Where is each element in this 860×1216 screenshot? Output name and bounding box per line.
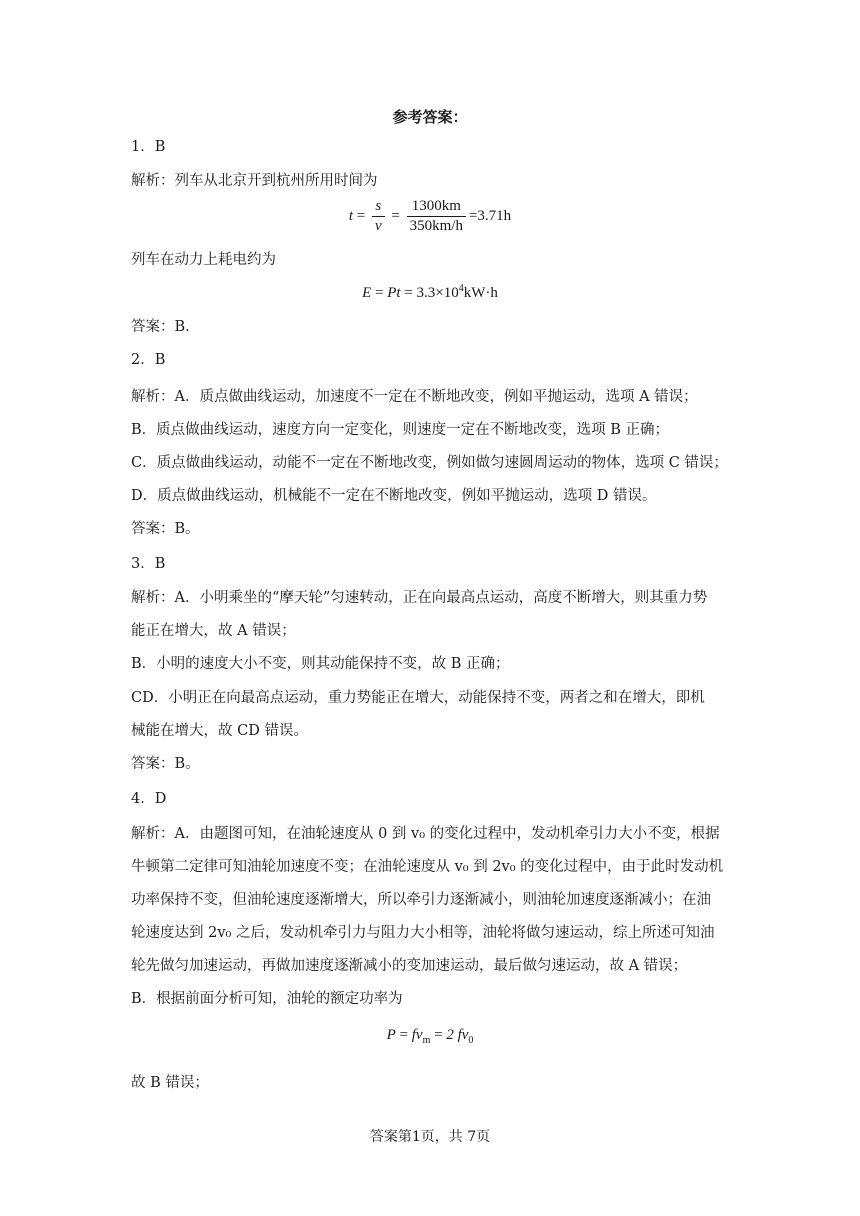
q4-option-a-line2: 牛顿第二定律可知油轮加速度不变；在油轮速度从 v₀ 到 2v₀ 的变化过程中，由于此时发动机 bbox=[131, 859, 724, 875]
q1-formula-energy: $E = Pt = 3.3\times 10^4kW\cdot h$ bbox=[362, 283, 498, 301]
q2-option-c: C．质点做曲线运动，动能不一定在不断地改变，例如做匀速圆周运动的物体，选项 C 错误； bbox=[131, 455, 728, 471]
q2-option-d: D．质点做曲线运动，机械能不一定在不断地改变，例如平抛运动，选项 D 错误。 bbox=[131, 488, 657, 504]
q3-number: 3．B bbox=[131, 556, 166, 572]
page-footer: 答案第1页，共 7页 bbox=[369, 1129, 491, 1145]
q4-option-b-line: B．根据前面分析可知，油轮的额定功率为 bbox=[131, 991, 403, 1007]
q4-option-b-end: 故 B 错误； bbox=[131, 1075, 209, 1091]
q3-option-cd-line1: CD．小明正在向最高点运动，重力势能正在增大，动能保持不变，两者之和在增大，即机 bbox=[131, 690, 705, 706]
fraction-distance-over-speed: $\frac{1300km}{350km/h}$ bbox=[407, 198, 466, 235]
q2-number: 2．B bbox=[131, 352, 166, 368]
q3-option-a-line1: 解析：A．小明乘坐的“摩天轮”匀速转动，正在向最高点运动，高度不断增大，则其重力势 bbox=[131, 590, 708, 606]
q1-answer: 答案：B． bbox=[131, 319, 200, 335]
fraction-s-over-v: $\frac{s}{v}$ bbox=[372, 198, 385, 235]
q2-option-a: 解析：A．质点做曲线运动，加速度不一定在不断地改变，例如平抛运动，选项 A 错误； bbox=[131, 389, 698, 405]
q3-option-a-line2: 能正在增大，故 A 错误； bbox=[131, 623, 296, 639]
q4-formula-power: $P = fv_m = 2$ $fv_0$ bbox=[386, 1027, 474, 1046]
q2-option-b: B．质点做曲线运动，速度方向一定变化，则速度一定在不断地改变，选项 B 正确； bbox=[131, 422, 670, 438]
q3-option-b: B．小明的速度大小不变，则其动能保持不变，故 B 正确； bbox=[131, 656, 510, 672]
q1-analysis-intro: 解析：列车从北京开到杭州所用时间为 bbox=[131, 173, 378, 189]
q3-answer: 答案：B。 bbox=[131, 756, 200, 772]
q4-option-a-line4: 轮速度达到 2v₀ 之后，发动机牵引力与阻力大小相等，油轮将做匀速运动，综上所述可知油 bbox=[131, 925, 715, 941]
q1-number: 1．B bbox=[131, 139, 166, 155]
page-title: 参考答案： bbox=[392, 108, 468, 126]
q1-text-energy: 列车在动力上耗电约为 bbox=[131, 252, 276, 268]
q4-number: 4．D bbox=[131, 791, 167, 807]
q3-option-cd-line2: 械能在增大，故 CD 错误。 bbox=[131, 723, 308, 739]
q4-option-a-line3: 功率保持不变，但油轮速度逐渐增大，所以牵引力逐渐减小，则油轮加速度逐渐减小；在油 bbox=[131, 892, 711, 908]
formula-var-t: t bbox=[348, 207, 353, 224]
q4-option-a-line1: 解析：A．由题图可知，在油轮速度从 0 到 v₀ 的变化过程中，发动机牵引力大小不变，根据 bbox=[131, 826, 720, 842]
q2-answer: 答案：B。 bbox=[131, 521, 200, 537]
q1-formula-time: t = $\frac{s}{v}$ = $\frac{1300km}{350km/h}$ =3.71h bbox=[348, 198, 512, 234]
formula-result: =3.71h bbox=[468, 207, 512, 224]
q4-option-a-line5: 轮先做匀加速运动，再做加速度逐渐减小的变加速运动，最后做匀速运动，故 A 错误； bbox=[131, 958, 688, 974]
